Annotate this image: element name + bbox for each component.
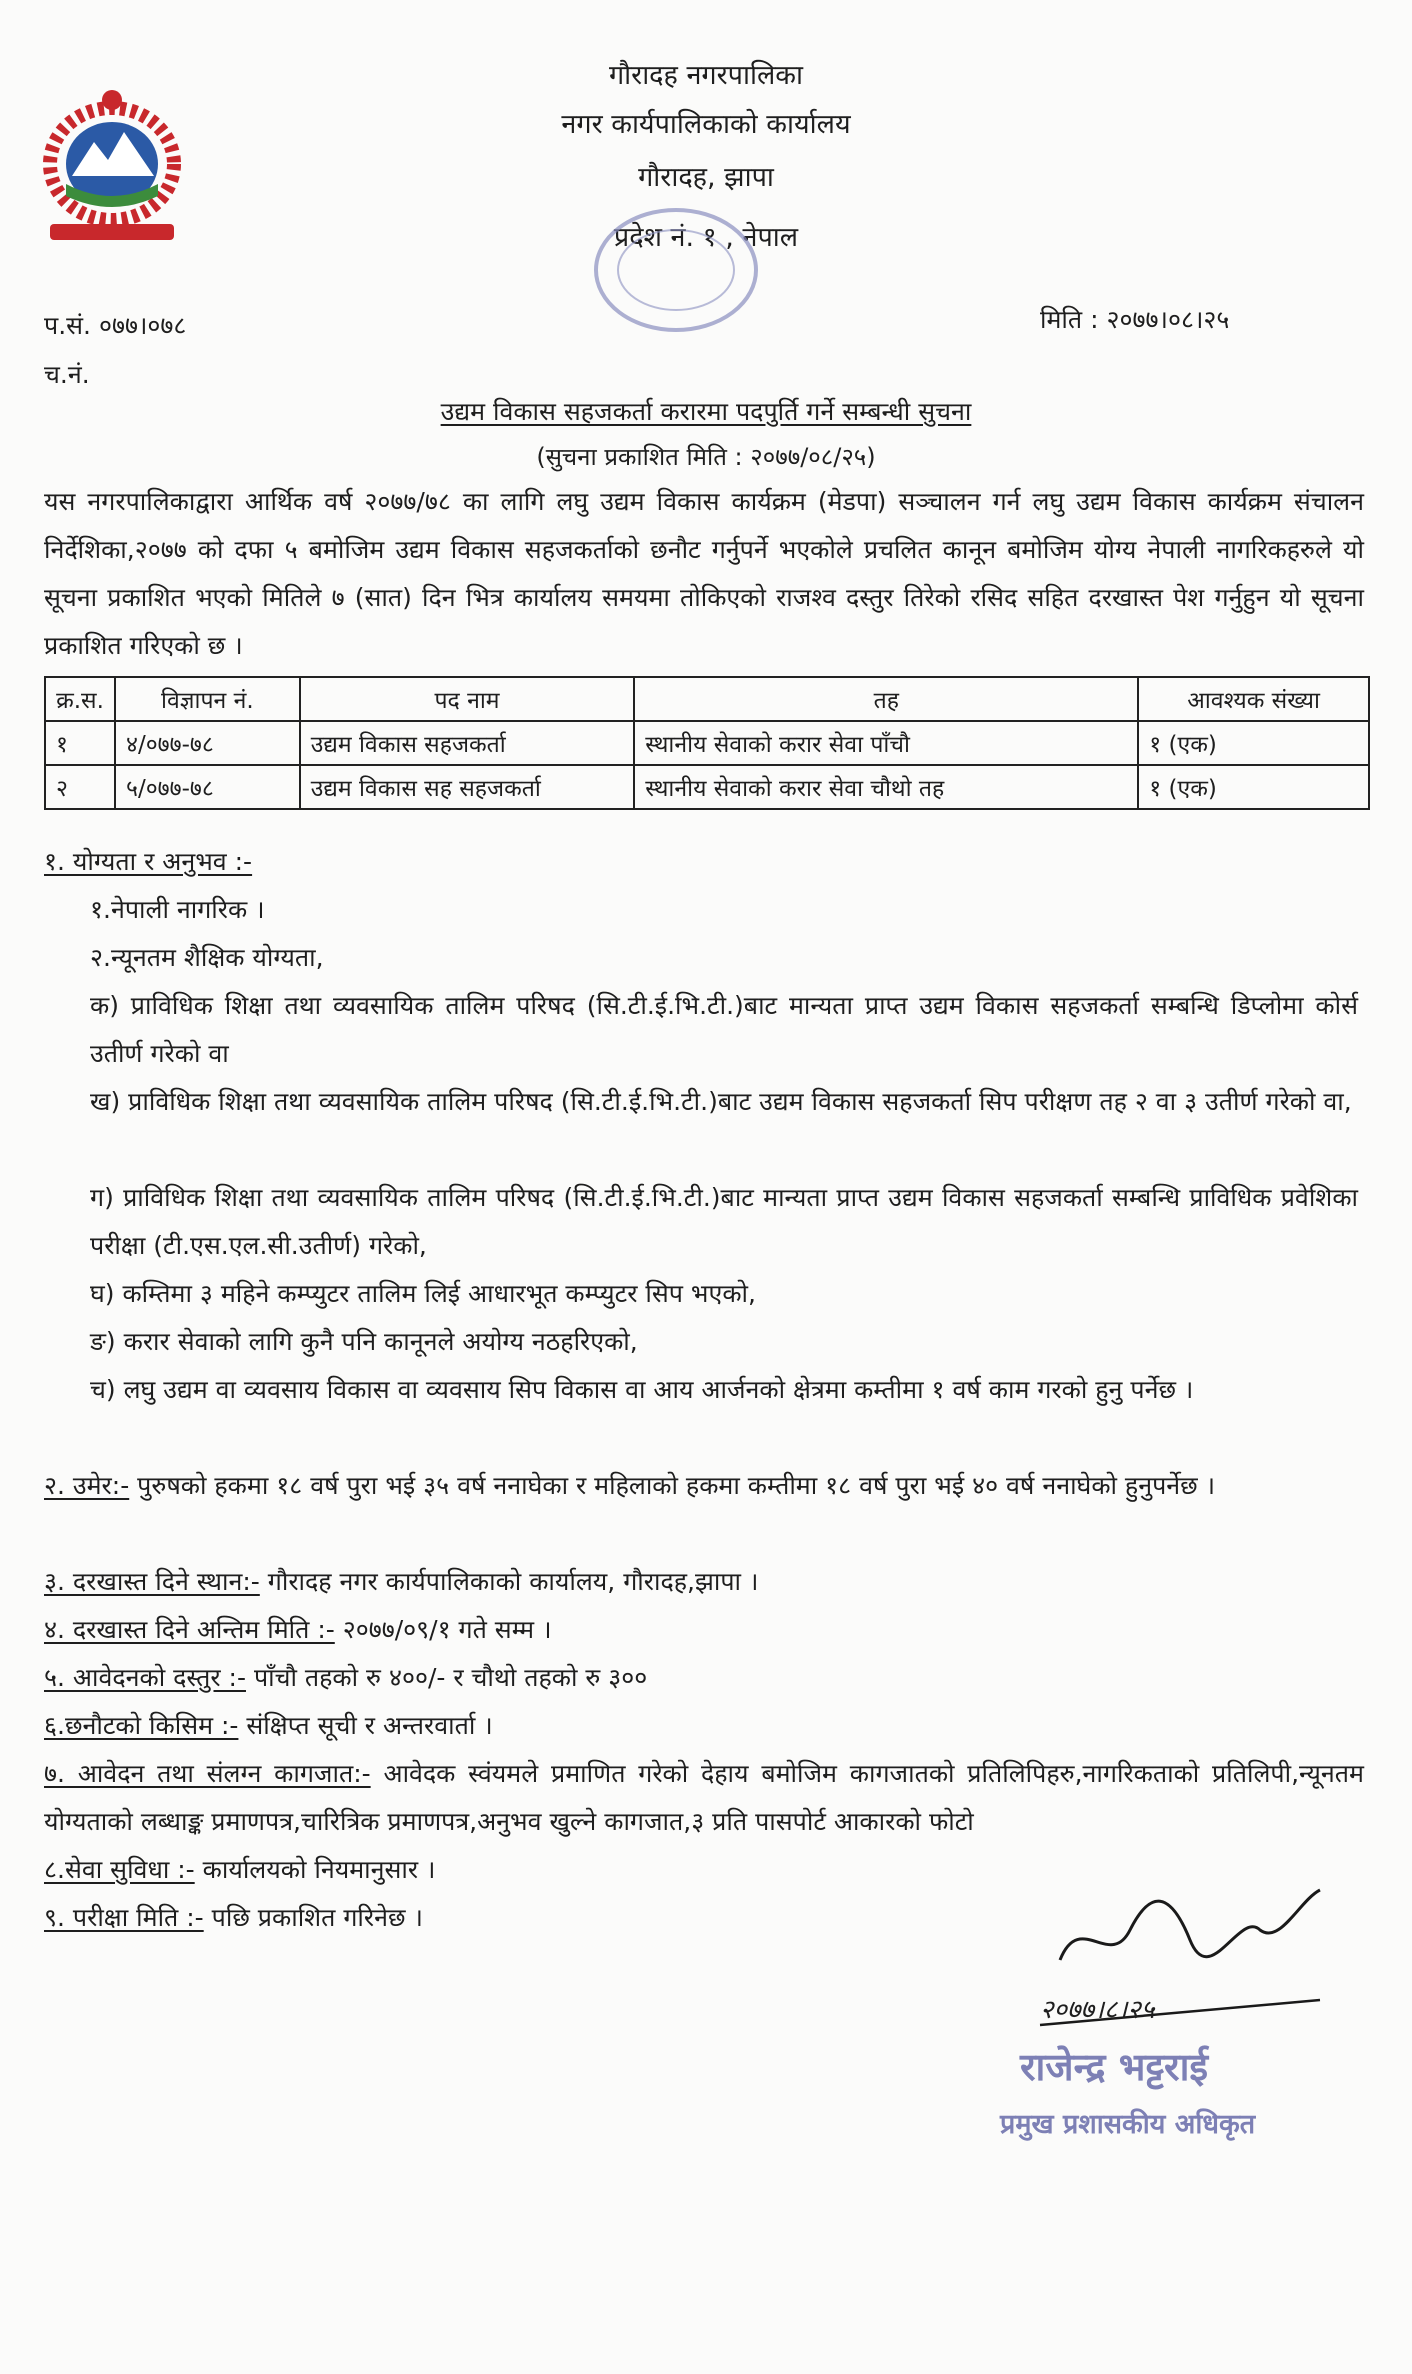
province-country: प्रदेश नं. १ , नेपाल <box>613 222 799 253</box>
service-benefits-text: कार्यालयको नियमानुसार । <box>202 1855 436 1884</box>
table-cell: उद्यम विकास सहजकर्ता <box>300 721 634 765</box>
table-cell: ४/०७७-७८ <box>115 721 300 765</box>
table-cell: ५/०७७-७८ <box>115 765 300 809</box>
selection-method-text: संक्षिप्त सूची र अन्तरवार्ता । <box>246 1711 493 1740</box>
signatory-name: राजेन्द्र भट्टराई <box>1020 2045 1209 2089</box>
age-label: २. उमेर:- <box>44 1471 130 1500</box>
table-cell: १ (एक) <box>1138 765 1369 809</box>
signatory-title: प्रमुख प्रशासकीय अधिकृत <box>1000 2109 1256 2140</box>
exam-date-label: ९. परीक्षा मिति :- <box>44 1903 204 1932</box>
office-name: नगर कार्यपालिकाको कार्यालय <box>561 109 851 140</box>
eligibility-subitem: क) प्राविधिक शिक्षा तथा व्यवसायिक तालिम परिषद (सि.टी.ई.भि.टी.)बाट मान्यता प्राप्त उद्यम विकास सहजकर्ता सम्बन्धि डिप्लोमा कोर्स उतीर्ण गरेको वा <box>90 991 1358 1068</box>
eligibility-item: २.न्यूनतम शैक्षिक योग्यता, <box>90 943 324 972</box>
office-address: गौरादह, झापा <box>638 162 774 193</box>
column-header-ad-number: विज्ञापन नं. <box>115 677 300 721</box>
notice-body: यस नगरपालिकाद्वारा आर्थिक वर्ष २०७७/७८ का लागि लघु उद्यम विकास कार्यक्रम (मेडपा) सञ्चालन गर्न लघु उद्यम विकास कार्यक्रम संचालन निर्देशिका,२०७७ को दफा ५ बमोजिम उद्यम विकास सहजकर्ताको छनौट गर्नुपर्ने भएकोले प्रचलित कानून बमोजिम योग्य नेपाली नागरिकहरुले यो सूचना प्रकाशित भएको मितिले ७ (सात) दिन भित्र कार्यालय समयमा तोकिएको राजश्व दस्तुर तिरेको रसिद सहित दरखास्त पेश गर्नुहुन यो सूचना प्रकाशित गरिएको छ । <box>44 487 1364 660</box>
notice-date: मिति : २०७७।०८।२५ <box>1040 305 1230 334</box>
selection-method-label: ६.छनौटको किसिम :- <box>44 1711 239 1740</box>
column-header-serial: क्र.स. <box>45 677 115 721</box>
application-deadline <box>44 1606 552 1654</box>
section-heading-eligibility: १. योग्यता र अनुभव :- <box>44 847 253 876</box>
table-cell: २ <box>45 765 115 809</box>
table-cell: स्थानीय सेवाको करार सेवा पाँचौ <box>634 721 1138 765</box>
application-fee-label: ५. आवेदनको दस्तुर :- <box>44 1663 246 1692</box>
eligibility-subitem: घ) कम्तिमा ३ महिने कम्प्युटर तालिम लिई आधारभूत कम्प्युटर सिप भएको, <box>90 1279 756 1308</box>
application-place <box>44 1558 758 1606</box>
age-text: पुरुषको हकमा १८ वर्ष पुरा भई ३५ वर्ष ननाघेका र महिलाको हकमा कम्तीमा १८ वर्ष पुरा भई ४० वर्ष ननाघेको हुनुपर्नेछ । <box>137 1471 1216 1500</box>
column-header-post-name: पद नाम <box>300 677 634 721</box>
application-place-text: गौरादह नगर कार्यपालिकाको कार्यालय, गौरादह,झापा । <box>267 1567 759 1596</box>
age-requirement <box>44 1462 1364 1510</box>
required-documents <box>44 1750 1364 1846</box>
reference-number: प.सं. ०७७।०७८ <box>44 311 187 340</box>
table-cell: स्थानीय सेवाको करार सेवा चौथो तह <box>634 765 1138 809</box>
table-cell: १ <box>45 721 115 765</box>
table-row <box>45 721 1369 765</box>
column-header-level: तह <box>634 677 1138 721</box>
municipality-name: गौरादह नगरपालिका <box>608 60 804 91</box>
required-documents-text: आवेदक स्वंयमले प्रमाणित गरेको देहाय बमोजिम कागजातको प्रतिलिपिहरु,नागरिकताको प्रतिलिपी,न्यूनतम योग्यताको लब्धाङ्क प्रमाणपत्र,चारित्रिक प्रमाणपत्र,अनुभव खुल्ने कागजात,३ प्रति पासपोर्ट आकारको फोटो <box>44 1759 1364 1836</box>
application-deadline-label: ४. दरखास्त दिने अन्तिम मिति :- <box>44 1615 335 1644</box>
eligibility-subitem: ग) प्राविधिक शिक्षा तथा व्यवसायिक तालिम परिषद (सि.टी.ई.भि.टी.)बाट मान्यता प्राप्त उद्यम विकास सहजकर्ता सम्बन्धि प्राविधिक प्रवेशिका परीक्षा (टी.एस.एल.सी.उतीर्ण) गरेको, <box>90 1183 1358 1260</box>
column-header-required-count: आवश्यक संख्या <box>1138 677 1369 721</box>
eligibility-subitem: च) लघु उद्यम वा व्यवसाय विकास वा व्यवसाय सिप विकास वा आय आर्जनको क्षेत्रमा कम्तीमा १ वर्ष काम गरको हुनु पर्नेछ । <box>90 1375 1194 1404</box>
table-cell: उद्यम विकास सह सहजकर्ता <box>300 765 634 809</box>
selection-method <box>44 1702 493 1750</box>
dispatch-number: च.नं. <box>44 360 90 389</box>
required-documents-label: ७. आवेदन तथा संलग्न कागजात:- <box>44 1759 371 1788</box>
table-cell: १ (एक) <box>1138 721 1369 765</box>
service-benefits-label: ८.सेवा सुविधा :- <box>44 1855 195 1884</box>
notice-title: उद्यम विकास सहजकर्ता करारमा पदपुर्ति गर्ने सम्बन्धी सुचना <box>440 397 972 426</box>
vacancy-table <box>44 676 1370 810</box>
application-deadline-text: २०७७/०९/१ गते सम्म । <box>342 1615 552 1644</box>
notice-published-date: (सुचना प्रकाशित मिति : २०७७/०८/२५) <box>536 443 876 471</box>
office-stamp-icon <box>556 190 776 350</box>
application-fee-text: पाँचौ तहको रु ४००/- र चौथो तहको रु ३०० <box>253 1663 648 1692</box>
exam-date-text: पछि प्रकाशित गरिनेछ । <box>211 1903 423 1932</box>
signature-date: २०७७।८।२५ <box>1040 1995 1155 2025</box>
table-row <box>45 765 1369 809</box>
table-header-row <box>45 677 1369 721</box>
application-place-label: ३. दरखास्त दिने स्थान:- <box>44 1567 260 1596</box>
eligibility-subitem: ङ) करार सेवाको लागि कुनै पनि कानूनले अयोग्य नठहरिएको, <box>90 1327 638 1356</box>
application-fee <box>44 1654 647 1702</box>
exam-date <box>44 1894 423 1942</box>
eligibility-item: १.नेपाली नागरिक । <box>90 895 265 924</box>
service-benefits <box>44 1846 436 1894</box>
eligibility-subitem: ख) प्राविधिक शिक्षा तथा व्यवसायिक तालिम परिषद (सि.टी.ई.भि.टी.)बाट उद्यम विकास सहजकर्ता सिप परीक्षण तह २ वा ३ उतीर्ण गरेको वा, <box>90 1087 1352 1116</box>
